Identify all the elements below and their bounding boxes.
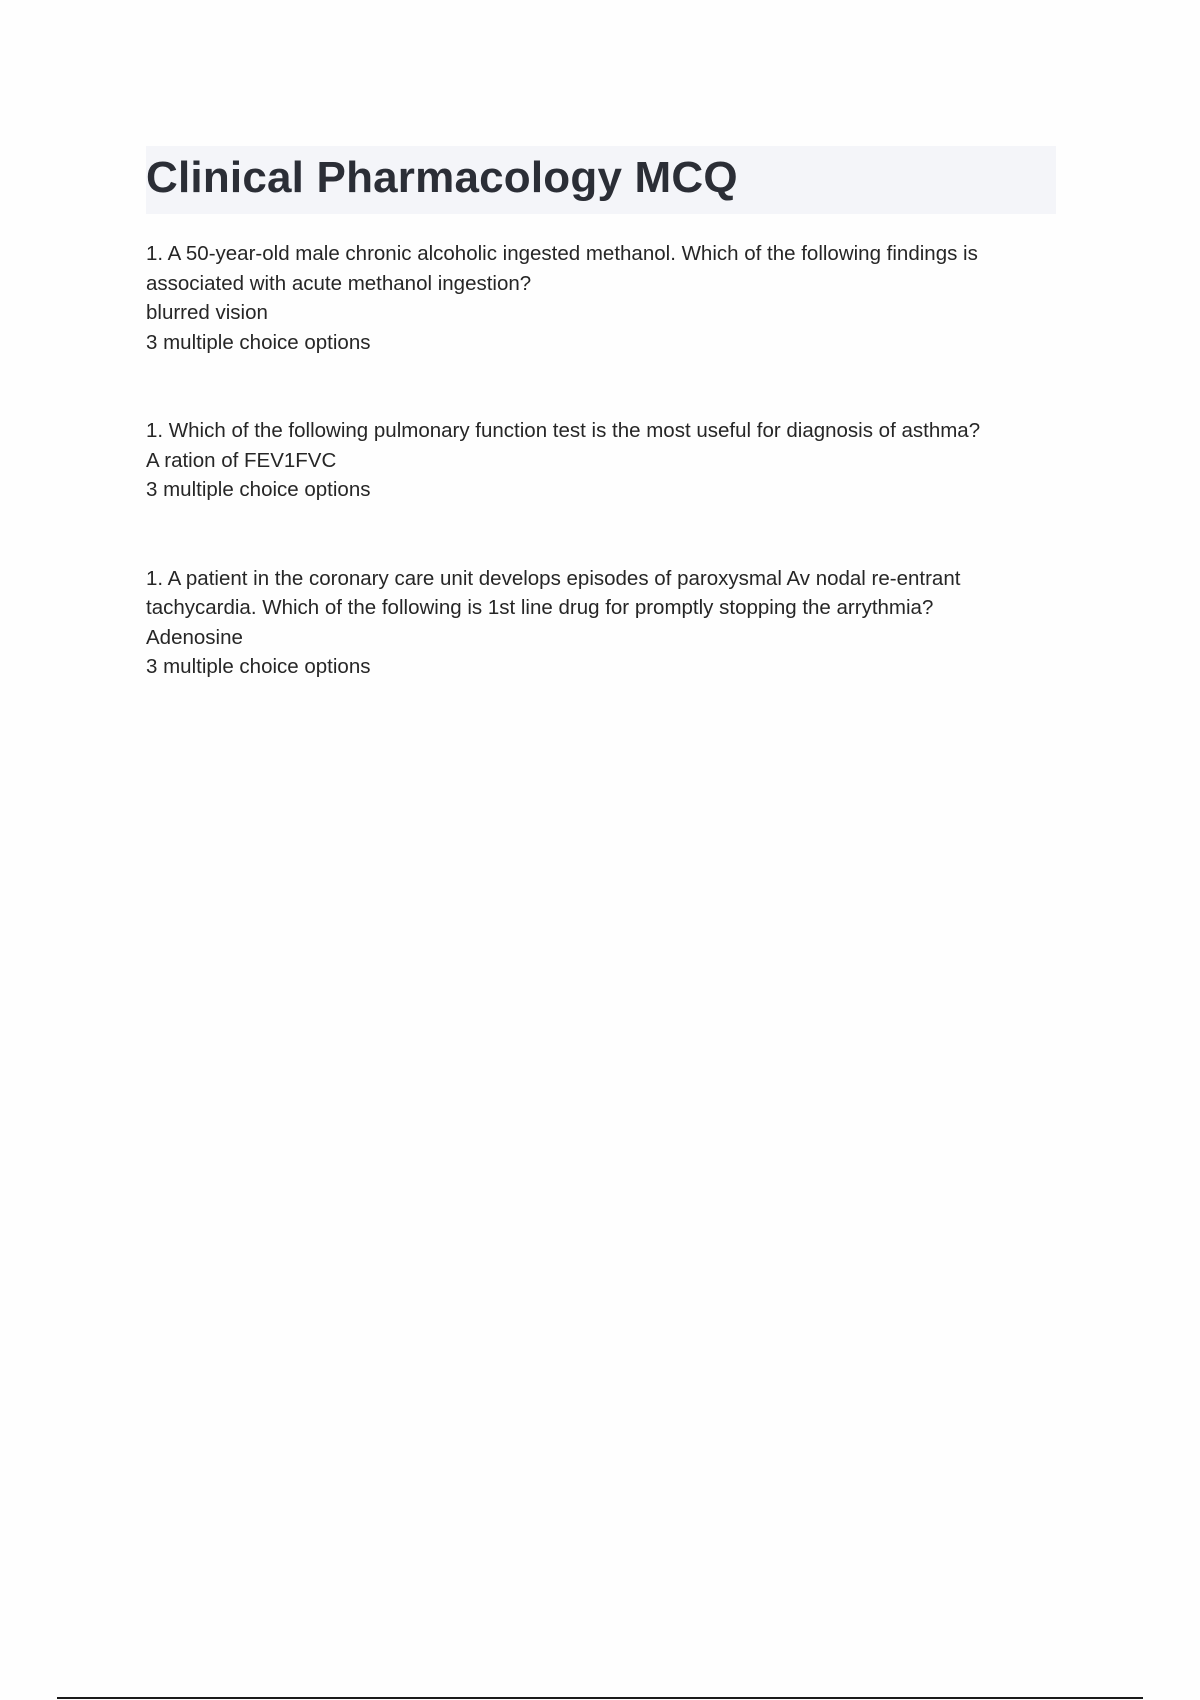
question-item-1 [146, 239, 1056, 357]
question-answer: Adenosine [146, 625, 243, 649]
question-answer: A ration of FEV1FVC [146, 448, 337, 472]
question-list [146, 239, 1056, 682]
footer-divider [57, 1697, 1143, 1699]
question-text: 1. A patient in the coronary care unit develops episodes of paroxysmal Av nodal re-entrant tachycardia. Which of the following is 1st line drug for promptly stopping the arrythmia? [146, 566, 961, 619]
question-options-note: 3 multiple choice options [146, 330, 371, 354]
question-text: 1. Which of the following pulmonary function test is the most useful for diagnosis of asthma? [146, 419, 981, 442]
question-answer: blurred vision [146, 301, 268, 324]
title-banner [146, 146, 1056, 214]
page-title: Clinical Pharmacology MCQ [146, 153, 738, 202]
question-item-2 [146, 416, 1056, 505]
question-options-note: 3 multiple choice options [146, 478, 371, 501]
question-options-note: 3 multiple choice options [146, 655, 371, 678]
question-text: 1. A 50-year-old male chronic alcoholic ingested methanol. Which of the following findings is associated with acute methanol ingestion? [146, 242, 978, 295]
question-item-3 [146, 564, 1056, 682]
